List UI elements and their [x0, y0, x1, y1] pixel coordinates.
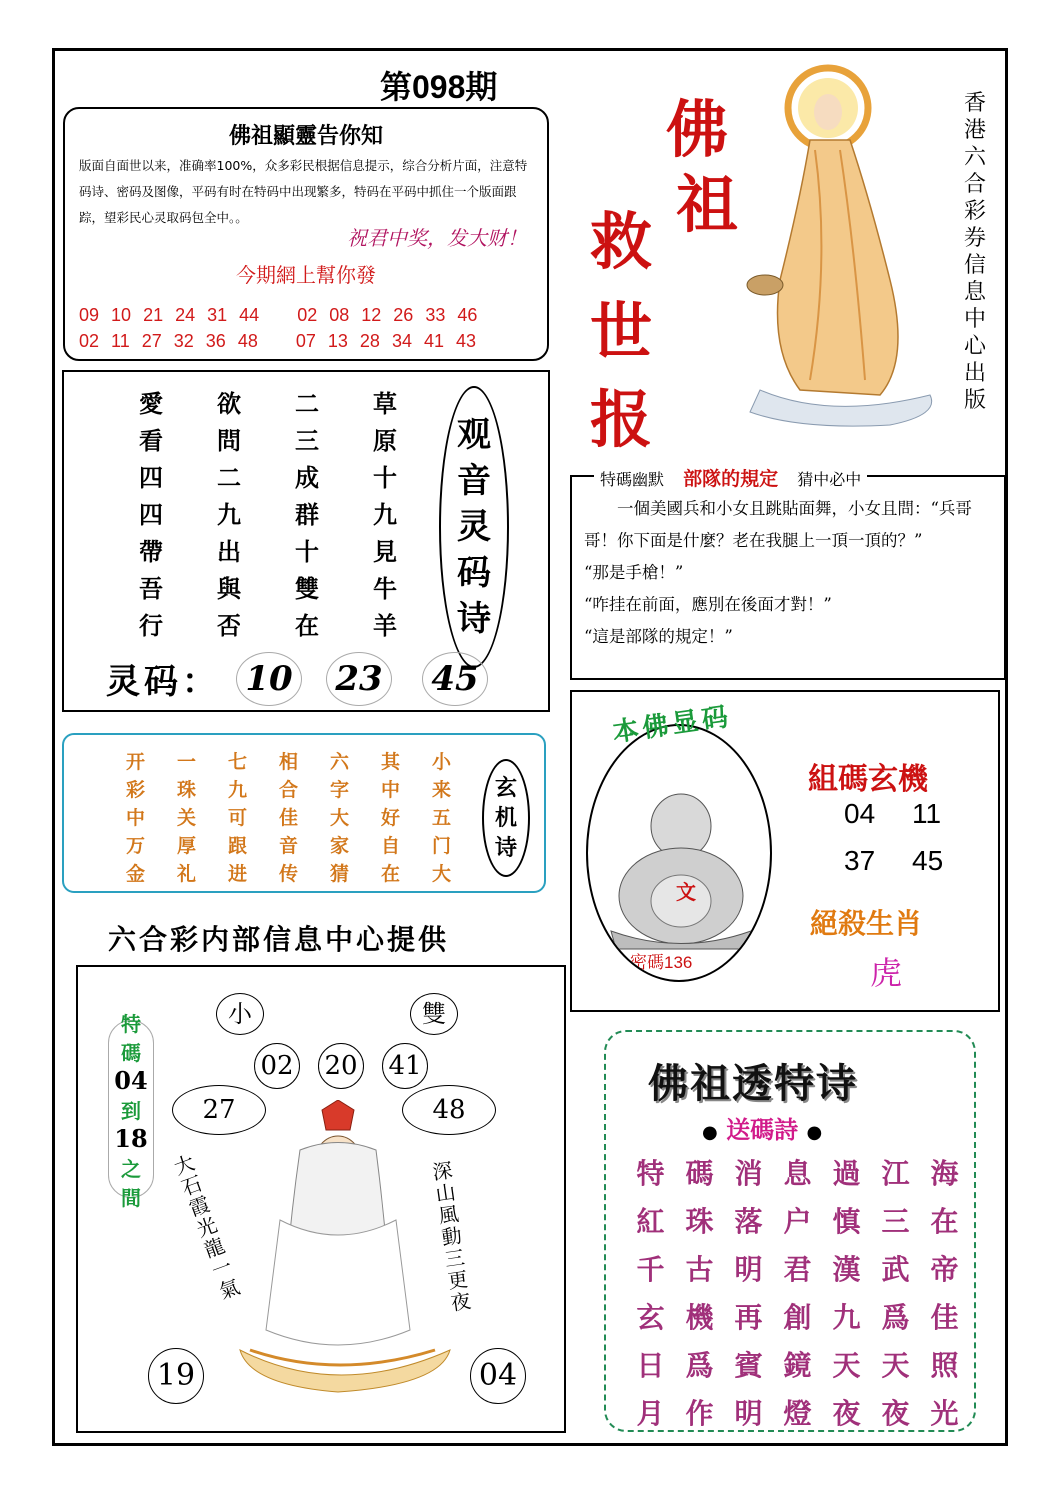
tema-label: 特	[121, 1011, 141, 1036]
number-oval: 48	[402, 1085, 496, 1135]
joke-header-right: 猜中必中	[797, 470, 862, 489]
guanyin-seated-illustration	[230, 1100, 460, 1400]
poem-char: 江	[881, 1157, 910, 1190]
number: 33	[425, 305, 446, 325]
poem-char: 玄	[636, 1301, 665, 1334]
poem-char: 中	[380, 779, 400, 801]
number: 11	[111, 331, 130, 351]
poem-char: 消	[734, 1157, 763, 1190]
poem-char: 音	[278, 835, 298, 857]
poem-char: 九	[217, 500, 241, 529]
number: 09	[79, 305, 100, 325]
number: 24	[175, 305, 196, 325]
right-poem-line: 深山風動三更夜	[427, 1159, 473, 1316]
poem-char: 跟	[227, 835, 247, 857]
poem-char: 看	[139, 426, 163, 455]
number: 34	[391, 331, 412, 351]
number: 36	[205, 331, 226, 351]
number: 27	[141, 331, 162, 351]
poem-char: 再	[734, 1301, 763, 1334]
lingma-label: 灵码：	[106, 662, 220, 702]
number: 44	[239, 305, 260, 325]
xuanji-poem-box	[62, 733, 546, 893]
poem-char: 漢	[832, 1253, 861, 1286]
poem-char: 佳	[930, 1301, 959, 1334]
combo-heading: 組碼玄機	[808, 762, 928, 797]
joke-line: 一個美國兵和小女且跳貼面舞，小女且問：“兵哥哥！你下面是什麼？老在我腿上一頂一頂的？”	[584, 499, 972, 550]
number-circle: 19	[148, 1348, 204, 1404]
xuanji-poem-grid	[110, 747, 467, 887]
joke-box	[570, 468, 1006, 680]
poem-char: 大	[329, 807, 349, 829]
poem-char: 海	[930, 1157, 959, 1190]
poem-char: 中	[125, 807, 145, 829]
tema-from: 04	[114, 1065, 148, 1095]
poem-char: 六	[329, 751, 349, 773]
poem-char: 見	[373, 537, 397, 566]
poem-char: 天	[832, 1349, 861, 1382]
publisher-vertical-text: 香港六合彩券信息中心出版	[963, 91, 986, 413]
poem-char: 五	[431, 807, 451, 829]
poem2-subtitle-text: 送碼詩	[726, 1115, 799, 1144]
small-badge: 小	[216, 993, 264, 1035]
poem-char: 家	[329, 835, 349, 857]
poem-char: 羊	[373, 611, 397, 640]
joke-title: 部隊的規定	[683, 468, 779, 490]
joke-header-left: 特碼幽默	[600, 470, 665, 489]
laughing-buddha-illustration	[606, 781, 756, 951]
title-char: 祖	[676, 168, 739, 241]
number-circle: 20	[318, 1043, 364, 1089]
left-poem-line: 大石霞光龍一氣	[167, 1151, 244, 1305]
title-char: 报	[590, 383, 653, 456]
poem-char: 佳	[278, 807, 298, 829]
poem-char: 自	[380, 835, 400, 857]
title-char: 救	[590, 205, 653, 278]
poem-char: 相	[278, 751, 298, 773]
buddha-badge: 文	[676, 880, 696, 904]
tema-end: 間	[121, 1185, 141, 1210]
poem-char: 千	[636, 1253, 665, 1286]
poem-char: 碼	[685, 1157, 714, 1190]
poem-char: 與	[217, 574, 241, 603]
poem2-subtitle	[702, 1110, 822, 1145]
number: 48	[237, 331, 258, 351]
poem-char: 厚	[176, 835, 196, 857]
poem-char: 成	[295, 463, 319, 492]
poem-char: 九	[832, 1301, 861, 1334]
poem-char: 开	[125, 751, 145, 773]
poem-char: 来	[431, 779, 451, 801]
poem-char: 行	[139, 611, 163, 640]
blessing-text: 祝君中奖，发大财！	[347, 226, 527, 250]
help-numbers-row-2	[79, 331, 537, 352]
number: 10	[111, 305, 132, 325]
poem-char: 否	[217, 611, 241, 640]
tema-label: 碼	[121, 1040, 141, 1065]
number-circle: 04	[470, 1348, 526, 1404]
issue-number: 第098期	[380, 69, 498, 105]
poem-char: 十	[295, 537, 319, 566]
poem-char: 創	[783, 1301, 812, 1334]
bullet-icon: ●	[702, 1122, 718, 1143]
title-char: 佛	[666, 93, 729, 166]
combo-number: 45	[912, 845, 944, 876]
joke-header	[594, 464, 867, 491]
poem-char: 珠	[685, 1205, 714, 1238]
number: 41	[423, 331, 444, 351]
number-oval: 27	[172, 1085, 266, 1135]
kill-zodiac-value: 虎	[870, 954, 903, 992]
label-char: 诗	[457, 599, 491, 639]
poem-char: 进	[227, 863, 247, 885]
poem-char: 七	[227, 751, 247, 773]
poem-char: 慎	[832, 1205, 861, 1238]
poem-char: 照	[930, 1349, 959, 1382]
poem-char: 彩	[125, 779, 145, 801]
number: 07	[295, 331, 316, 351]
poem-char: 原	[373, 426, 397, 455]
poem-char: 猜	[329, 863, 349, 885]
guanyin-standing-illustration	[740, 60, 950, 430]
poem-char: 十	[373, 463, 397, 492]
poem-char: 賓	[734, 1349, 763, 1382]
label-char: 机	[494, 805, 517, 831]
laughing-buddha-oval	[586, 724, 772, 982]
poem-char: 牛	[373, 574, 397, 603]
poem-char: 落	[734, 1205, 763, 1238]
poem-char: 君	[783, 1253, 812, 1286]
poem-char: 珠	[176, 779, 196, 801]
poem-char: 明	[734, 1397, 763, 1430]
poem-char: 群	[295, 500, 319, 529]
double-badge: 雙	[410, 993, 458, 1035]
number: 08	[329, 305, 350, 325]
poem-char: 吾	[139, 574, 163, 603]
bullet-icon: ●	[806, 1122, 823, 1143]
poem-char: 月	[636, 1397, 665, 1430]
combo-number: 37	[844, 845, 876, 876]
lingma-number: 45	[422, 652, 488, 706]
poem-char: 草	[373, 389, 397, 418]
poem-char: 礼	[176, 863, 196, 885]
poem-char: 明	[734, 1253, 763, 1286]
joke-body	[584, 493, 998, 653]
buddha-oval-title: 本佛显码	[610, 701, 734, 749]
poem-char: 九	[373, 500, 397, 529]
number: 28	[359, 331, 380, 351]
label-char: 玄	[494, 775, 517, 801]
poem-char: 日	[636, 1349, 665, 1382]
poem-char: 四	[139, 463, 163, 492]
poem-char: 作	[685, 1397, 714, 1430]
poem-char: 愛	[139, 389, 163, 418]
intro-title: 佛祖顯靈告你知	[228, 123, 383, 149]
poem-char: 三	[881, 1205, 910, 1238]
poem-char: 武	[881, 1253, 910, 1286]
number-circle: 02	[254, 1043, 300, 1089]
number: 02	[79, 331, 100, 351]
poem-char: 在	[930, 1205, 959, 1238]
provider-text: 六合彩内部信息中心提供	[108, 923, 450, 956]
poem-char: 古	[685, 1253, 714, 1286]
poem-char: 特	[636, 1157, 665, 1190]
poem-char: 九	[227, 779, 247, 801]
secret-code: 密碼136	[630, 953, 693, 972]
poem-char: 天	[881, 1349, 910, 1382]
poem-char: 欲	[217, 389, 241, 418]
number-circle: 41	[382, 1043, 428, 1089]
poem-char: 字	[329, 779, 349, 801]
joke-line: “那是手槍！”	[584, 563, 684, 582]
poem-char: 爲	[881, 1301, 910, 1334]
help-numbers-row-1	[79, 305, 537, 326]
poem-char: 問	[217, 426, 241, 455]
xuanji-poem-label	[482, 759, 530, 877]
title-char: 世	[590, 295, 653, 368]
poem-char: 光	[930, 1397, 959, 1430]
poem-char: 四	[139, 500, 163, 529]
number: 26	[393, 305, 414, 325]
poem-char: 金	[125, 863, 145, 885]
poem-char: 爲	[685, 1349, 714, 1382]
poem-char: 二	[217, 463, 241, 492]
tema-to: 18	[114, 1123, 148, 1153]
tema-to-label: 到	[121, 1098, 141, 1123]
poem-char: 关	[176, 807, 196, 829]
poem-char: 合	[278, 779, 298, 801]
poem-char: 燈	[783, 1397, 812, 1430]
poem-char: 门	[431, 835, 451, 857]
number: 12	[361, 305, 382, 325]
combo-box	[570, 690, 1000, 1012]
intro-box	[63, 107, 549, 361]
poem-char: 夜	[881, 1397, 910, 1430]
tema-range-pill	[108, 1011, 154, 1210]
poem-char: 户	[783, 1205, 812, 1238]
poem-char: 息	[783, 1157, 812, 1190]
help-title: 今期網上幫你發	[236, 263, 376, 287]
kill-zodiac-label: 絕殺生肖	[810, 907, 923, 940]
poem-char: 鏡	[783, 1349, 812, 1382]
number: 31	[207, 305, 228, 325]
poem-char: 夜	[832, 1397, 861, 1430]
poem-char: 传	[278, 863, 298, 885]
poem-char: 三	[295, 426, 319, 455]
guanyin-poem-box	[62, 370, 550, 712]
buddha-tema-poem-box	[604, 1030, 976, 1432]
poem-char: 在	[295, 611, 319, 640]
label-char: 诗	[494, 835, 517, 861]
tema-end: 之	[121, 1156, 141, 1181]
poem-char: 帝	[930, 1253, 959, 1286]
poem2-grid	[626, 1152, 969, 1440]
poem-char: 紅	[636, 1205, 665, 1238]
number: 02	[297, 305, 318, 325]
number: 46	[457, 305, 478, 325]
joke-line: “咋挂在前面，應別在後面才對！”	[584, 595, 832, 614]
number: 32	[173, 331, 194, 351]
poem-char: 万	[125, 835, 145, 857]
poem-char: 小	[431, 751, 451, 773]
label-char: 观	[457, 415, 491, 455]
poem2-title: 佛祖透特诗	[648, 1060, 858, 1107]
poem-char: 大	[431, 863, 451, 885]
poem-char: 二	[295, 389, 319, 418]
number: 13	[327, 331, 348, 351]
combo-number: 04	[844, 798, 876, 829]
lingma-number: 10	[236, 652, 302, 706]
combo-number: 11	[912, 798, 942, 829]
intro-body: 版面自面世以来，准确率100%，众多彩民根据信息提示，综合分析片面，注意特码诗、密码及图像，平码有时在特码中出现繁多，特码在平码中抓住一个版面跟踪，望彩民心灵取码包全中。。	[79, 158, 528, 225]
poem-char: 過	[832, 1157, 861, 1190]
label-char: 音	[457, 461, 491, 501]
label-char: 码	[457, 553, 491, 593]
poem-char: 帶	[139, 537, 163, 566]
lingma-number: 23	[326, 652, 392, 706]
joke-line: “這是部隊的規定！”	[584, 627, 733, 646]
poem-char: 在	[380, 863, 400, 885]
guanyin-poem-label	[439, 386, 509, 668]
poem-char: 可	[227, 807, 247, 829]
poem-char: 雙	[295, 574, 319, 603]
number: 43	[456, 331, 477, 351]
poem-char: 一	[176, 751, 196, 773]
number: 21	[143, 305, 164, 325]
poem-char: 機	[685, 1301, 714, 1334]
label-char: 灵	[457, 507, 491, 547]
guanyin-poem-grid	[112, 384, 424, 643]
poem-char: 出	[217, 537, 241, 566]
poem-char: 其	[380, 751, 400, 773]
poem-char: 好	[380, 807, 400, 829]
